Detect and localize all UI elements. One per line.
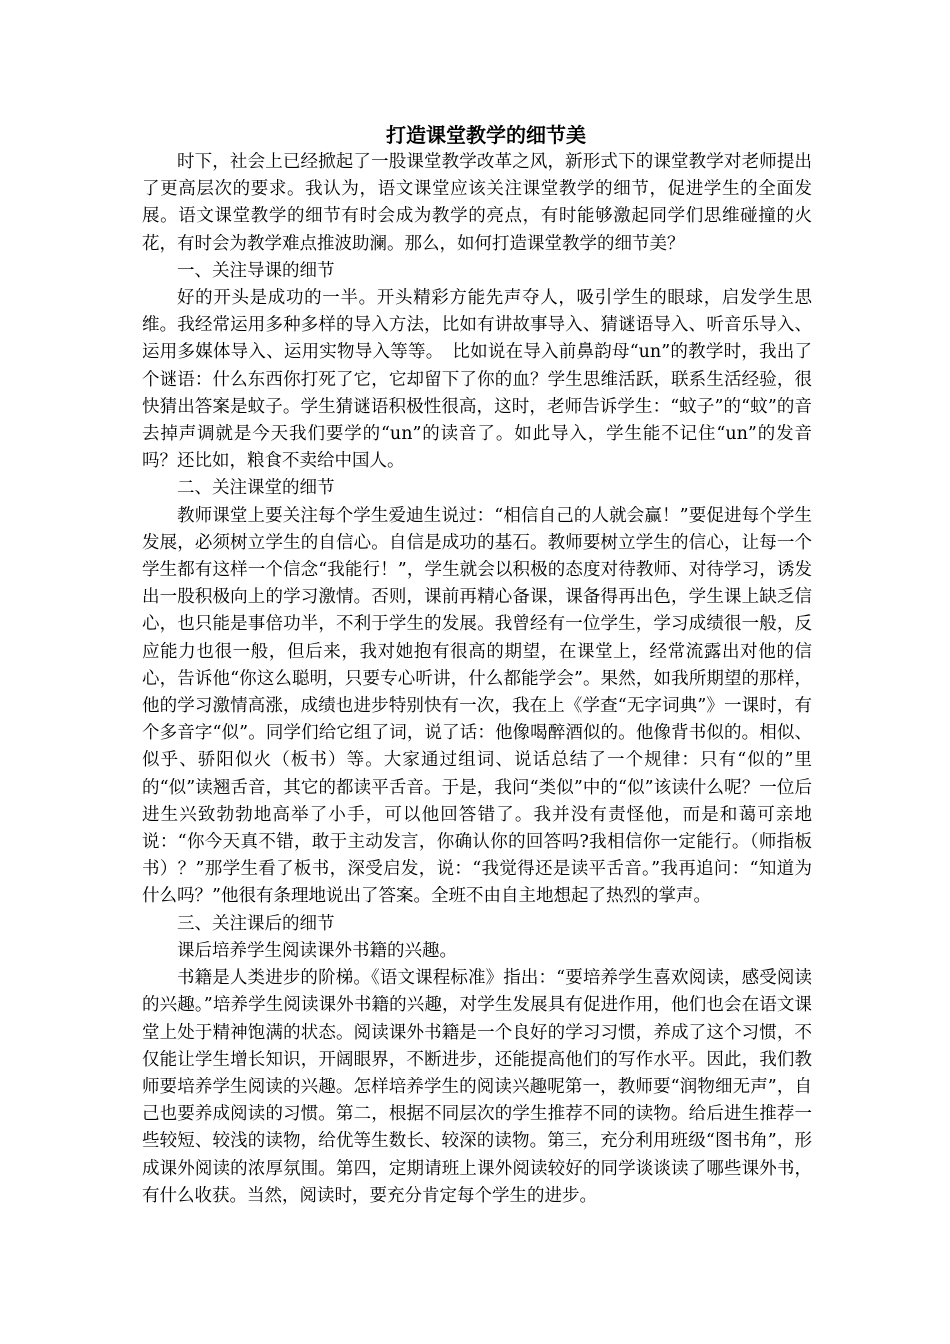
section-1-paragraph: 好的开头是成功的一半。开头精彩方能先声夺人，吸引学生的眼球，启发学生思维。我经常运用多种多样的导入方法，比如有讲故事导入、猜谜语导入、听音乐导入、运用多媒体导入、运用实物导入等等。 比如说在导入前鼻韵母“un”的教学时，我出了个谜语：什么东西你打死了它，它却留下了你的血？学生思维活跃，联系生活经验，很快猜出答案是蚊子。学生猜谜语积极性很高，这时，老师告诉学生：“蚊子”的“蚊”的音去掉声调就是今天我们要学的“un”的读音了。如此导入，学生能不记住“un”的发音吗？还比如，粮食不卖给中国人。	[142, 288, 812, 472]
document-body	[142, 121, 812, 1210]
section-2-paragraph: 教师课堂上要关注每个学生爱迪生说过：“相信自己的人就会赢！”要促进每个学生发展，必须树立学生的自信心。自信是成功的基石。教师要树立学生的信心，让每一个学生都有这样一个信念“我能行！”，学生就会以积极的态度对待教师、对待学习，诱发出一股积极向上的学习激情。否则，课前再精心备课，课备得再出色，学生课上缺乏信心，也只能是事倍功半，不利于学生的发展。我曾经有一位学生，学习成绩很一般，反应能力也很一般，但后来，我对她抱有很高的期望，在课堂上，经常流露出对他的信心，告诉他“你这么聪明，只要专心听讲，什么都能学会”。果然，如我所期望的那样，他的学习激情高涨，成绩也进步特别快有一次，我在上《学查“无字词典”》一课时，有个多音字“似”。同学们给它组了词，说了话：他像喝醉酒似的。他像背书似的。相似、似乎、骄阳似火（板书）等。大家通过组词、说话总结了一个规律：只有“似的”里的“似”读翘舌音，其它的都读平舌音。于是，我问“类似”中的“似”该读什么呢？一位后进生兴致勃勃地高举了小手，可以他回答错了。我并没有责怪他，而是和蔼可亲地说：“你今天真不错，敢于主动发言，你确认你的回答吗?我相信你一定能行。（师指板书）？”那学生看了板书，深受启发，说：“我觉得还是读平舌音。”我再追问：“知道为什么吗？”他很有条理地说出了答案。全班不由自主地想起了热烈的掌声。	[142, 505, 812, 907]
section-3-lead: 课后培养学生阅读课外书籍的兴趣。	[177, 940, 457, 961]
section-3-paragraph: 书籍是人类进步的阶梯。《语文课程标准》指出：“要培养学生喜欢阅读，感受阅读的兴趣。”培养学生阅读课外书籍的兴趣，对学生发展具有促进作用，他们也会在语文课堂上处于精神饱满的状态。阅读课外书籍是一个良好的学习习惯，养成了这个习惯，不仅能让学生增长知识，开阔眼界，不断进步，还能提高他们的写作水平。因此，我们教师要培养学生阅读的兴趣。怎样培养学生的阅读兴趣呢第一，教师要“润物细无声”，自己也要养成阅读的习惯。第二，根据不同层次的学生推荐不同的读物。给后进生推荐一些较短、较浅的读物，给优等生数长、较深的读物。第三，充分利用班级“图书角”，形成课外阅读的浓厚氛围。第四，定期请班上课外阅读较好的同学谈谈读了哪些课外书，有什么收获。当然，阅读时，要充分肯定每个学生的进步。	[142, 968, 812, 1206]
document-title: 打造课堂教学的细节美	[386, 123, 586, 147]
section-heading-1: 一、关注导课的细节	[177, 260, 335, 281]
section-heading-3: 三、关注课后的细节	[177, 913, 335, 934]
section-heading-2: 二、关注课堂的细节	[177, 478, 335, 499]
intro-paragraph: 时下，社会上已经掀起了一股课堂教学改革之风，新形式下的课堂教学对老师提出了更高层次的要求。我认为，语文课堂应该关注课堂教学的细节，促进学生的全面发展。语文课堂教学的细节有时会成为教学的亮点，有时能够激起同学们思维碰撞的火花，有时会为教学难点推波助澜。那么，如何打造课堂教学的细节美？	[142, 152, 812, 254]
